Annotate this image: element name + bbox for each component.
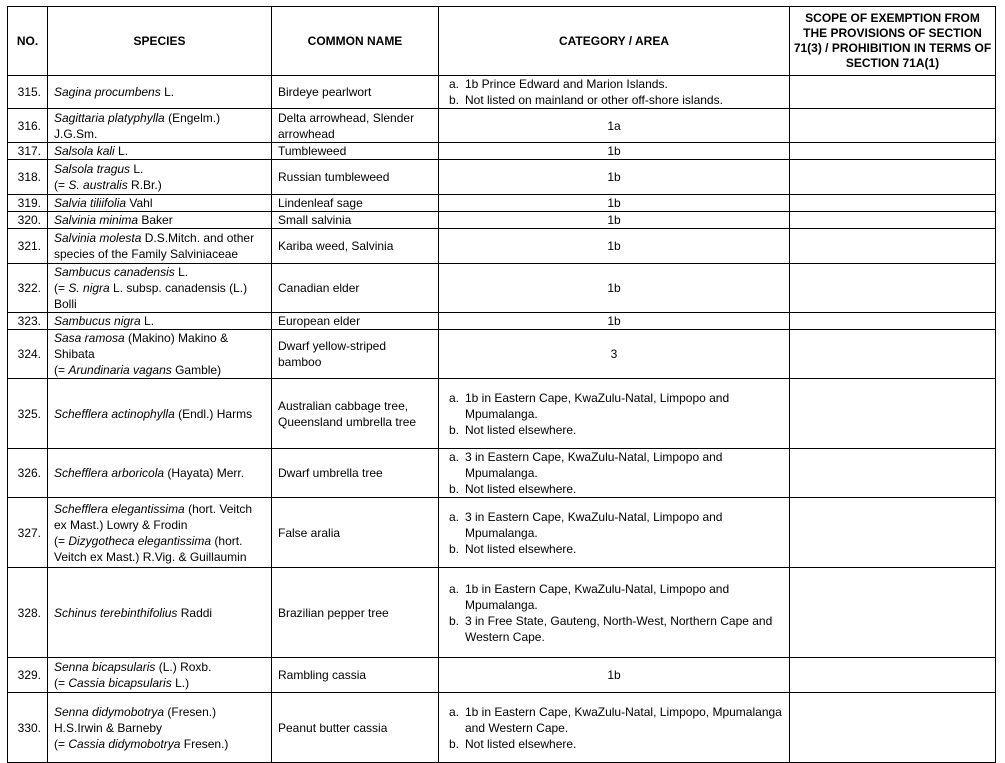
species-cell (48, 693, 272, 763)
header-species: SPECIES (48, 7, 272, 76)
category-cell: 1a (439, 109, 790, 143)
synonym-prefix: (= (54, 363, 69, 377)
header-scope: SCOPE OF EXEMPTION FROM THE PROVISIONS OF SECTION 71(3) / PROHIBITION IN TERMS OF SECTION 71A(1) (790, 7, 996, 76)
list-text: Not listed elsewhere. (465, 482, 577, 496)
table-row (8, 498, 996, 568)
species-authority: (Fresen.) H.S.Irwin & Barneby (54, 704, 217, 735)
list-marker: b. (449, 613, 460, 628)
table-row (8, 379, 996, 449)
row-number: 326. (8, 449, 48, 498)
common-name-cell: Peanut butter cassia (272, 693, 439, 763)
row-number: 317. (8, 143, 48, 160)
species-cell (48, 449, 272, 498)
synonym-name: Cassia bicapsularis (68, 676, 172, 690)
table-row (8, 229, 996, 264)
species-cell (48, 379, 272, 449)
synonym-authority: L. subsp. canadensis (L.) Bolli (54, 281, 248, 311)
scope-cell (790, 143, 996, 160)
table-row (8, 76, 996, 109)
table-row (8, 313, 996, 330)
common-name-cell: Dwarf yellow-striped bamboo (272, 330, 439, 379)
category-list (445, 390, 783, 438)
common-name-cell: Small salvinia (272, 212, 439, 229)
common-name-cell: Birdeye pearlwort (272, 76, 439, 109)
common-name-cell: Brazilian pepper tree (272, 568, 439, 658)
synonym-authority: (hort. Veitch ex Mast.) R.Vig. & Guillaumin (54, 533, 247, 564)
species-name: Sambucus nigra (54, 314, 141, 328)
list-text: 1b in Eastern Cape, KwaZulu-Natal, Limpopo and Mpumalanga. (465, 390, 730, 421)
table-row (8, 658, 996, 693)
list-text: 1b Prince Edward and Marion Islands. (465, 77, 668, 91)
scope-cell (790, 76, 996, 109)
species-cell (48, 212, 272, 229)
species-authority: (Engelm.) J.G.Sm. (54, 110, 221, 141)
species-cell (48, 658, 272, 693)
list-marker: b. (449, 541, 460, 556)
list-text: 1b in Eastern Cape, KwaZulu-Natal, Limpopo and Mpumalanga. (465, 581, 730, 612)
header-category-area: CATEGORY / AREA (439, 7, 790, 76)
synonym-authority: L.) (171, 676, 190, 690)
row-number: 328. (8, 568, 48, 658)
category-list-item (445, 613, 783, 645)
species-authority: (Hayata) Merr. (164, 466, 245, 480)
list-marker: a. (449, 450, 460, 464)
header-no: NO. (8, 7, 48, 76)
category-list-item (445, 481, 783, 497)
list-marker: a. (449, 390, 460, 405)
species-name: Schefflera actinophylla (54, 406, 175, 421)
synonym-name: Cassia didymobotrya (68, 736, 181, 751)
species-name: Salvinia minima (54, 213, 139, 227)
category-list-item (445, 509, 783, 541)
table-row (8, 143, 996, 160)
species-cell (48, 313, 272, 330)
row-number: 323. (8, 313, 48, 330)
scope-cell (790, 330, 996, 379)
common-name-cell: Australian cabbage tree, Queensland umbrella tree (272, 379, 439, 449)
category-list-item (445, 92, 783, 108)
list-marker: b. (449, 482, 460, 496)
row-number: 330. (8, 693, 48, 763)
species-authority: Raddi (177, 605, 213, 620)
species-authority: L. (114, 144, 129, 158)
category-list-item (445, 541, 783, 557)
row-number: 329. (8, 658, 48, 693)
category-cell (439, 693, 790, 763)
table-row (8, 568, 996, 658)
table-body (8, 76, 996, 763)
category-cell: 1b (439, 143, 790, 160)
list-marker: a. (449, 704, 460, 719)
synonym-prefix: (= (54, 281, 69, 295)
scope-cell (790, 195, 996, 212)
table-row (8, 160, 996, 195)
synonym-name: Arundinaria vagans (68, 363, 172, 377)
scope-cell (790, 212, 996, 229)
species-authority: (hort. Veitch ex Mast.) Lowry & Frodin (54, 501, 253, 532)
list-marker: a. (449, 77, 460, 91)
species-authority: L. (140, 314, 155, 328)
species-cell (48, 143, 272, 160)
species-cell (48, 330, 272, 379)
species-authority: D.S.Mitch. and other species of the Family Salviniaceae (54, 231, 255, 261)
category-cell (439, 568, 790, 658)
table-row (8, 693, 996, 763)
species-authority: (L.) Roxb. (155, 660, 212, 674)
table-row (8, 264, 996, 313)
synonym-name: S. nigra (68, 281, 110, 295)
species-name: Senna didymobotrya (54, 704, 165, 719)
species-authority: L. (130, 162, 144, 176)
row-number: 325. (8, 379, 48, 449)
common-name-cell: Dwarf umbrella tree (272, 449, 439, 498)
scope-cell (790, 568, 996, 658)
list-text: 3 in Free State, Gauteng, North-West, Northern Cape and Western Cape. (465, 613, 773, 644)
scope-cell (790, 264, 996, 313)
species-cell (48, 568, 272, 658)
common-name-cell: Delta arrowhead, Slender arrowhead (272, 109, 439, 143)
category-list-item (445, 422, 783, 438)
list-text: 1b in Eastern Cape, KwaZulu-Natal, Limpopo, Mpumalanga and Western Cape. (465, 704, 782, 735)
species-name: Sasa ramosa (54, 331, 125, 345)
synonym-authority: Fresen.) (180, 736, 229, 751)
list-text: Not listed elsewhere. (465, 422, 577, 437)
scope-cell (790, 109, 996, 143)
row-number: 320. (8, 212, 48, 229)
category-cell: 1b (439, 195, 790, 212)
species-authority: Baker (138, 213, 173, 227)
list-marker: b. (449, 736, 460, 751)
species-name: Sambucus canadensis (54, 265, 175, 279)
scope-cell (790, 498, 996, 568)
species-name: Sagina procumbens (54, 85, 161, 99)
category-cell (439, 449, 790, 498)
table-row (8, 109, 996, 143)
species-cell (48, 109, 272, 143)
species-authority: L. (174, 265, 189, 279)
category-cell (439, 379, 790, 449)
table-row (8, 449, 996, 498)
category-list (445, 76, 783, 108)
category-list-item (445, 76, 783, 92)
category-cell: 3 (439, 330, 790, 379)
row-number: 316. (8, 109, 48, 143)
common-name-cell: Lindenleaf sage (272, 195, 439, 212)
category-cell (439, 498, 790, 568)
synonym-prefix: (= (54, 533, 69, 548)
species-name: Senna bicapsularis (54, 660, 156, 674)
list-marker: b. (449, 422, 460, 437)
header-row (8, 7, 996, 76)
scope-cell (790, 160, 996, 195)
synonym-name: S. australis (68, 178, 128, 192)
species-authority: L. (160, 85, 175, 99)
category-cell: 1b (439, 658, 790, 693)
common-name-cell: Russian tumbleweed (272, 160, 439, 195)
synonym-authority: Gamble) (171, 363, 222, 377)
category-cell: 1b (439, 229, 790, 264)
row-number: 322. (8, 264, 48, 313)
species-name: Salsola kali (54, 144, 115, 158)
scope-cell (790, 313, 996, 330)
category-list (445, 704, 783, 752)
species-cell (48, 264, 272, 313)
common-name-cell: Canadian elder (272, 264, 439, 313)
synonym-authority: R.Br.) (127, 178, 162, 192)
scope-cell (790, 693, 996, 763)
scope-cell (790, 229, 996, 264)
synonym-prefix: (= (54, 736, 69, 751)
species-authority: (Makino) Makino & Shibata (54, 331, 229, 361)
category-list-item (445, 581, 783, 613)
synonym-prefix: (= (54, 178, 69, 192)
category-list (445, 449, 783, 497)
category-cell: 1b (439, 212, 790, 229)
species-name: Salvia tiliifolia (54, 196, 127, 210)
list-text: Not listed on mainland or other off-shore islands. (465, 93, 723, 107)
category-list-item (445, 390, 783, 422)
species-table (7, 6, 996, 763)
category-list-item (445, 736, 783, 752)
list-marker: a. (449, 581, 460, 596)
category-list (445, 509, 783, 557)
scope-cell (790, 379, 996, 449)
species-name: Schinus terebinthifolius (54, 605, 178, 620)
table-row (8, 195, 996, 212)
category-cell: 1b (439, 160, 790, 195)
category-cell (439, 76, 790, 109)
scope-cell (790, 658, 996, 693)
species-authority: (Endl.) Harms (174, 406, 253, 421)
species-name: Sagittaria platyphylla (54, 110, 165, 125)
species-cell (48, 195, 272, 212)
species-cell (48, 160, 272, 195)
species-name: Salsola tragus (54, 162, 131, 176)
row-number: 321. (8, 229, 48, 264)
row-number: 315. (8, 76, 48, 109)
common-name-cell: Kariba weed, Salvinia (272, 229, 439, 264)
synonym-prefix: (= (54, 676, 69, 690)
list-text: Not listed elsewhere. (465, 541, 577, 556)
list-text: Not listed elsewhere. (465, 736, 577, 751)
table-row (8, 212, 996, 229)
synonym-name: Dizygotheca elegantissima (68, 533, 212, 548)
category-list (445, 581, 783, 645)
row-number: 319. (8, 195, 48, 212)
category-list-item (445, 704, 783, 736)
species-cell (48, 229, 272, 264)
common-name-cell: False aralia (272, 498, 439, 568)
species-name: Schefflera elegantissima (54, 501, 185, 516)
common-name-cell: European elder (272, 313, 439, 330)
header-common-name: COMMON NAME (272, 7, 439, 76)
category-cell: 1b (439, 264, 790, 313)
common-name-cell: Rambling cassia (272, 658, 439, 693)
list-marker: a. (449, 509, 460, 524)
species-name: Salvinia molesta (54, 231, 142, 245)
list-text: 3 in Eastern Cape, KwaZulu-Natal, Limpopo and Mpumalanga. (465, 450, 723, 480)
common-name-cell: Tumbleweed (272, 143, 439, 160)
row-number: 324. (8, 330, 48, 379)
scope-cell (790, 449, 996, 498)
list-text: 3 in Eastern Cape, KwaZulu-Natal, Limpopo and Mpumalanga. (465, 509, 723, 540)
species-name: Schefflera arboricola (54, 466, 165, 480)
row-number: 318. (8, 160, 48, 195)
species-authority: Vahl (126, 196, 153, 210)
species-cell (48, 76, 272, 109)
category-list-item (445, 449, 783, 481)
table-row (8, 330, 996, 379)
list-marker: b. (449, 93, 460, 107)
species-cell (48, 498, 272, 568)
category-cell: 1b (439, 313, 790, 330)
row-number: 327. (8, 498, 48, 568)
